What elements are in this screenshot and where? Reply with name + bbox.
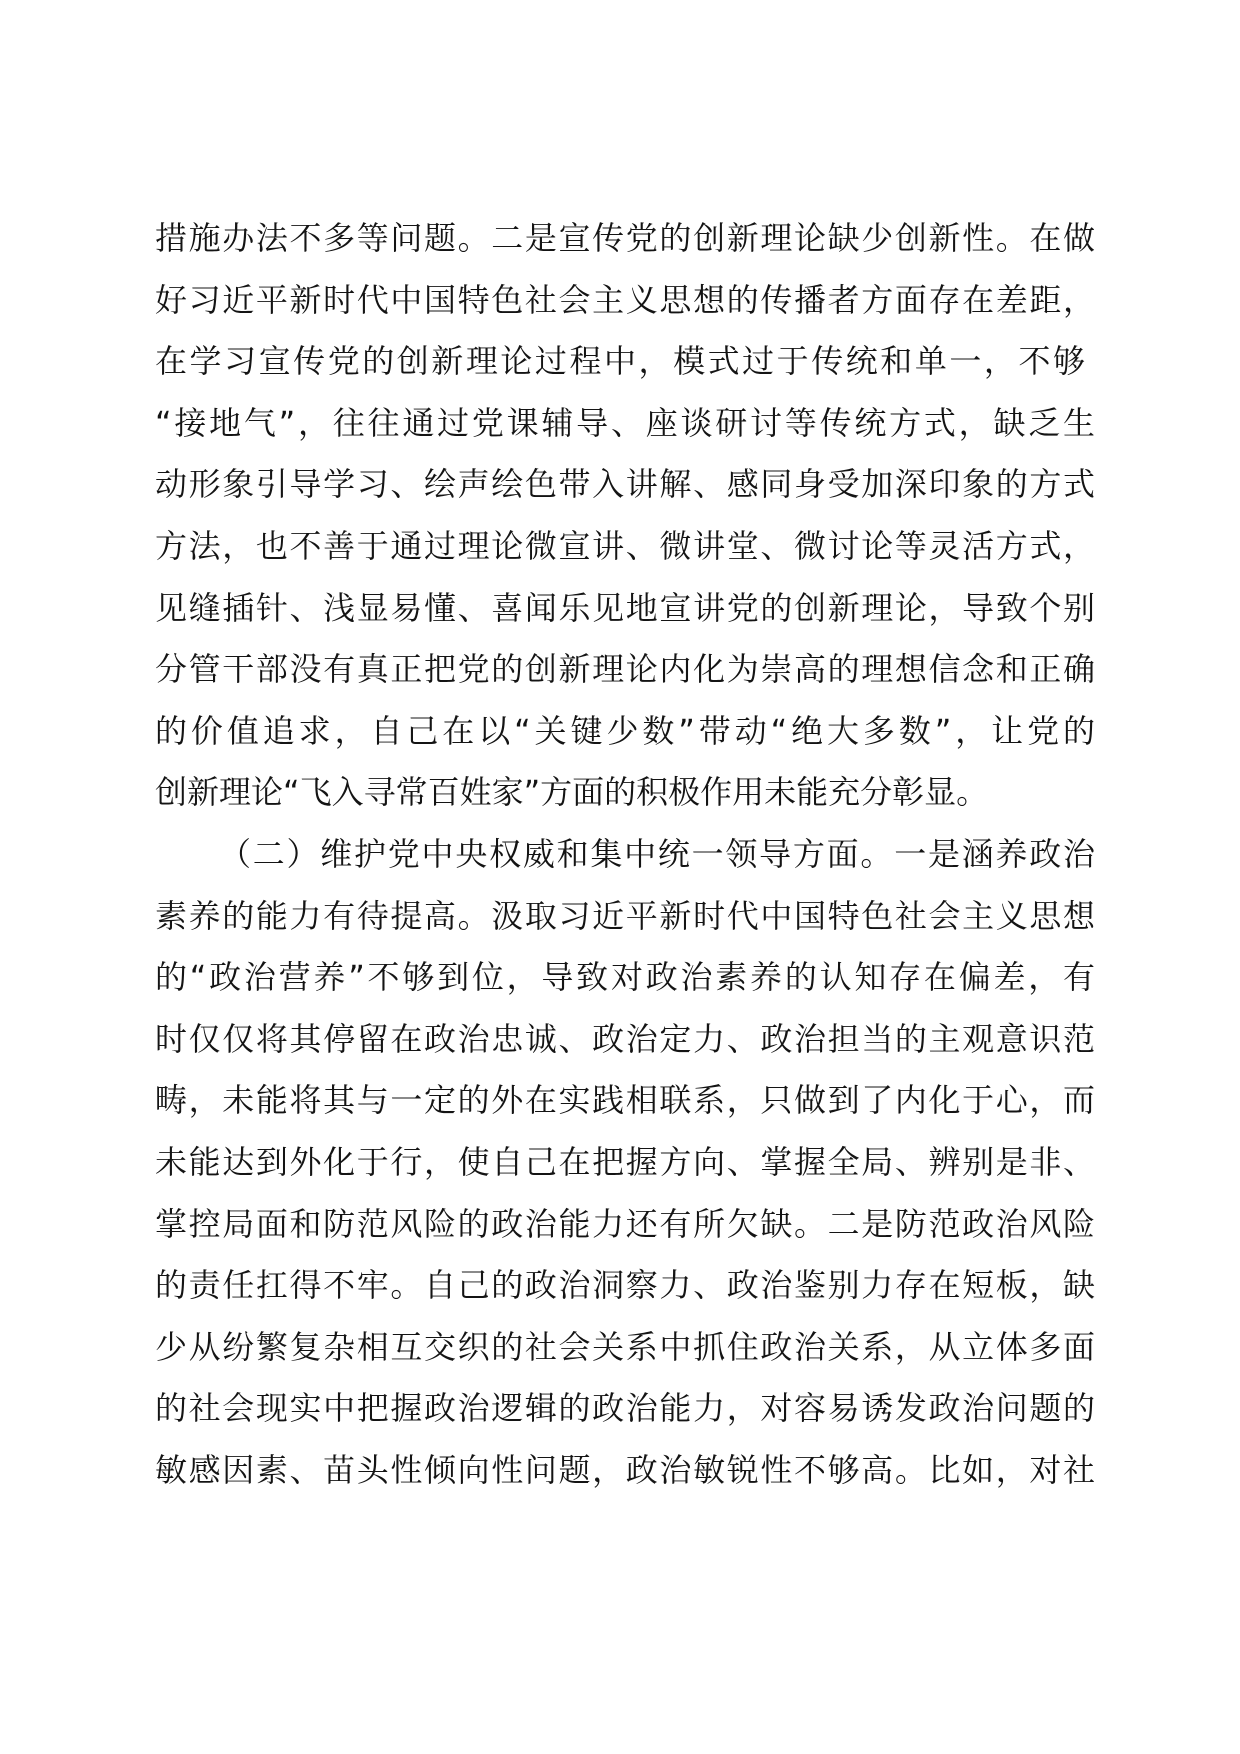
text-line: 畴，未能将其与一定的外在实践相联系，只做到了内化于心，而 [155,1081,1095,1120]
text-line: 好习近平新时代中国特色社会主义思想的传播者方面存在差距， [155,280,1095,319]
text-line: 分管干部没有真正把党的创新理论内化为崇高的理想信念和正确 [155,650,1095,689]
text-line: 时仅仅将其停留在政治忠诚、政治定力、政治担当的主观意识范 [155,1019,1095,1058]
text-line: “接地气”，往往通过党课辅导、座谈研讨等传统方式，缺乏生 [155,403,1095,442]
text-line: 在学习宣传党的创新理论过程中，模式过于传统和单一，不够 [155,342,1085,381]
text-line: 未能达到外化于行，使自己在把握方向、掌握全局、辨别是非、 [155,1142,1095,1181]
text-line: 见缝插针、浅显易懂、喜闻乐见地宣讲党的创新理论，导致个别 [155,588,1095,627]
text-line: 的社会现实中把握政治逻辑的政治能力，对容易诱发政治问题的 [155,1389,1095,1428]
text-line: 素养的能力有待提高。汲取习近平新时代中国特色社会主义思想 [155,896,1095,935]
text-line: 的价值追求，自己在以“关键少数”带动“绝大多数”，让党的 [155,711,1095,750]
body-text [155,208,1095,1501]
section-heading-line: （二）维护党中央权威和集中统一领导方面。一是涵养政治 [219,834,1095,873]
text-line: 措施办法不多等问题。二是宣传党的创新理论缺少创新性。在做 [155,219,1095,257]
paragraph-last-line: 创新理论“飞入寻常百姓家”方面的积极作用未能充分彰显。 [155,773,989,812]
text-line: 少从纷繁复杂相互交织的社会关系中抓住政治关系，从立体多面 [155,1327,1095,1366]
text-line: 掌控局面和防范风险的政治能力还有所欠缺。二是防范政治风险 [155,1204,1095,1243]
text-line: 方法，也不善于通过理论微宣讲、微讲堂、微讨论等灵活方式， [155,526,1095,565]
text-line: 的责任扛得不牢。自己的政治洞察力、政治鉴别力存在短板，缺 [155,1266,1095,1305]
text-line: 敏感因素、苗头性倾向性问题，政治敏锐性不够高。比如，对社 [155,1450,1095,1489]
text-line: 动形象引导学习、绘声绘色带入讲解、感同身受加深印象的方式 [155,465,1095,504]
text-line: 的“政治营养”不够到位，导致对政治素养的认知存在偏差，有 [155,958,1095,997]
